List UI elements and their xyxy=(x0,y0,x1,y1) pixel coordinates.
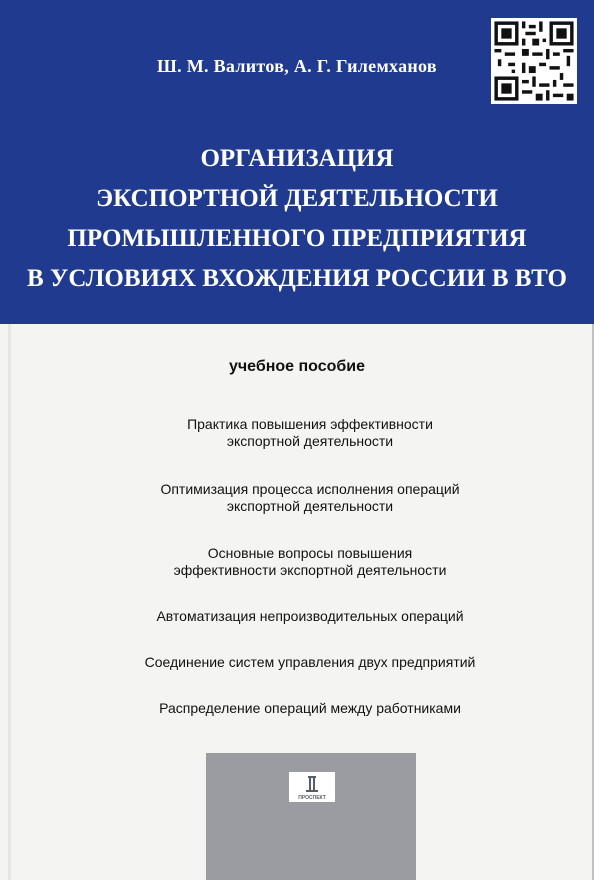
title-line: ПРОМЫШЛЕННОГО ПРЕДПРИЯТИЯ xyxy=(67,225,527,252)
topic-line: Автоматизация непроизводительных операций xyxy=(156,608,464,624)
topic-item xyxy=(80,545,540,579)
topic-line: эффективности экспортной деятельности xyxy=(173,562,447,578)
book-subtitle: учебное пособие xyxy=(228,358,366,375)
topic-item xyxy=(80,654,540,671)
topic-item xyxy=(80,481,540,515)
topic-line: Соединение систем управления двух предприятий xyxy=(144,654,476,670)
topic-line: Оптимизация процесса исполнения операций xyxy=(160,481,460,497)
publisher-logo-icon xyxy=(289,772,335,802)
topic-item xyxy=(80,608,540,625)
topic-line: Распределение операций между работниками xyxy=(159,700,461,716)
title-line: В УСЛОВИЯХ ВХОЖДЕНИЯ РОССИИ В ВТО xyxy=(27,265,567,292)
topic-item xyxy=(80,416,540,450)
title-line: ОРГАНИЗАЦИЯ xyxy=(200,145,394,172)
publisher-logo-text: ПРОСПЕКТ xyxy=(298,795,326,801)
topic-line: экспортной деятельности xyxy=(226,498,394,514)
book-title xyxy=(0,139,594,299)
qr-code-icon xyxy=(491,18,577,104)
topic-line: Основные вопросы повышения xyxy=(207,545,413,561)
topic-item xyxy=(80,700,540,717)
authors: Ш. М. Валитов, А. Г. Гилемханов xyxy=(157,56,437,76)
title-line: ЭКСПОРТНОЙ ДЕЯТЕЛЬНОСТИ xyxy=(96,185,498,212)
topic-line: Практика повышения эффективности xyxy=(187,416,433,432)
topic-line: экспортной деятельности xyxy=(226,433,394,449)
